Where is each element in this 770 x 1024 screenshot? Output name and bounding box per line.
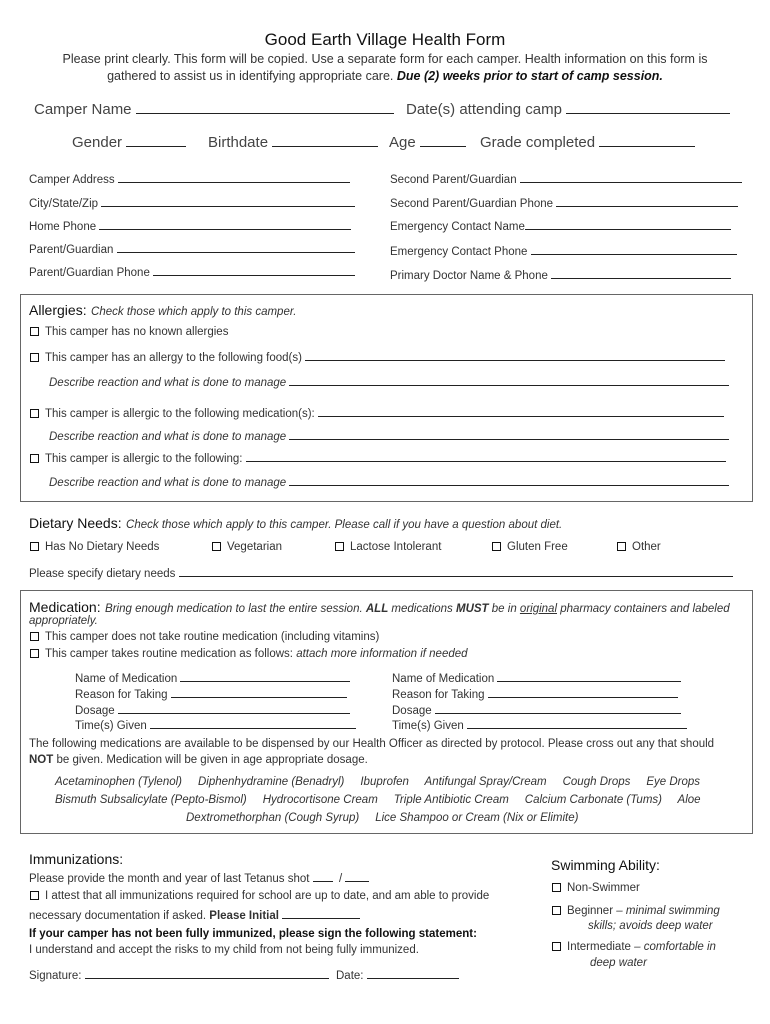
emergency-contact-name-field[interactable]	[390, 217, 731, 233]
tetanus-label: Please provide the month and year of last Tetanus shot	[29, 873, 310, 885]
otc-med[interactable]: Dextromethorphan (Cough Syrup)	[186, 812, 360, 824]
otc-row-1	[55, 776, 700, 788]
medication-hint-cont: appropriately.	[29, 615, 98, 627]
otc-med[interactable]: Eye Drops	[646, 776, 701, 788]
routine-medication-label: This camper takes routine medication as follows:	[45, 648, 297, 660]
due-notice: Due (2) weeks prior to start of camp session.	[396, 69, 663, 83]
birthdate-label: Birthdate	[208, 134, 269, 151]
gluten-free-option[interactable]	[492, 541, 568, 553]
intermediate-desc-cont: deep water	[590, 957, 647, 969]
attest-label: I attest that all immunizations required for school are up to date, and am able to provide	[45, 890, 490, 902]
not-immunized-notice: If your camper has not been fully immunized, please sign the following statement:	[29, 928, 477, 940]
med-dosage-field-2[interactable]	[392, 701, 681, 717]
med-name-field-1[interactable]	[75, 669, 350, 685]
otc-med[interactable]: Aloe	[677, 794, 701, 806]
not-emphasis: NOT	[29, 754, 54, 766]
food-allergy-option[interactable]	[30, 348, 725, 364]
med-name-label: Name of Medication	[392, 673, 495, 685]
otc-med[interactable]: Cough Drops	[562, 776, 631, 788]
camper-address-field[interactable]	[29, 170, 350, 186]
signature-label: Signature:	[29, 970, 82, 982]
no-known-allergies-label: This camper has no known allergies	[45, 326, 229, 338]
checkbox-icon[interactable]	[552, 942, 561, 951]
medication-allergy-label: This camper is allergic to the following medication(s):	[45, 408, 315, 420]
parent-guardian-phone-label: Parent/Guardian Phone	[29, 267, 150, 279]
medication-header	[29, 599, 730, 617]
otc-med[interactable]: Hydrocortisone Cream	[262, 794, 378, 806]
no-dietary-needs-label: Has No Dietary Needs	[45, 541, 160, 553]
instructions-text: gathered to assist us in identifying appropriate care.	[107, 69, 397, 83]
checkbox-icon[interactable]	[30, 409, 39, 418]
otc-med[interactable]: Triple Antibiotic Cream	[393, 794, 509, 806]
food-reaction-field[interactable]	[49, 373, 729, 389]
home-phone-field[interactable]	[29, 217, 351, 233]
protocol-line1: The following medications are available to be dispensed by our Health Officer as directed by protocol. Please cross out any that should	[29, 738, 715, 750]
dietary-hint: Check those which apply to this camper. Please call if you have a question about diet.	[126, 519, 563, 531]
other-allergy-label: This camper is allergic to the following:	[45, 453, 243, 465]
parent-guardian-label: Parent/Guardian	[29, 244, 114, 256]
routine-medication-hint: attach more information if needed	[296, 648, 468, 660]
checkbox-icon[interactable]	[30, 542, 39, 551]
no-known-allergies-option[interactable]	[30, 326, 228, 338]
allergies-heading: Allergies:	[29, 302, 87, 318]
initial-field[interactable]	[282, 906, 360, 919]
med-time-label: Time(s) Given	[75, 720, 147, 732]
checkbox-icon[interactable]	[335, 542, 344, 551]
emergency-contact-name-label: Emergency Contact Name	[390, 221, 525, 233]
camper-name-label: Camper Name	[34, 101, 132, 118]
otc-med[interactable]: Ibuprofen	[360, 776, 409, 788]
non-swimmer-option[interactable]	[552, 882, 640, 894]
intermediate-desc: – comfortable in	[630, 941, 716, 953]
med-time-label: Time(s) Given	[392, 720, 464, 732]
no-routine-medication-option[interactable]	[30, 631, 379, 643]
otc-med[interactable]: Lice Shampoo or Cream (Nix or Elimite)	[375, 812, 579, 824]
medication-allergy-option[interactable]	[30, 404, 724, 420]
routine-medication-option[interactable]	[30, 648, 468, 660]
beginner-option[interactable]	[552, 905, 720, 917]
checkbox-icon[interactable]	[30, 891, 39, 900]
checkbox-icon[interactable]	[30, 327, 39, 336]
primary-doctor-label: Primary Doctor Name & Phone	[390, 270, 548, 282]
dietary-specify-label: Please specify dietary needs	[29, 568, 176, 580]
med-reason-label: Reason for Taking	[75, 689, 168, 701]
grade-label: Grade completed	[480, 134, 596, 151]
primary-doctor-field[interactable]	[390, 266, 731, 282]
birthdate-field[interactable]	[208, 134, 378, 151]
protocol-text: be given. Medication will be given in age appropriate dosage.	[53, 754, 368, 766]
no-dietary-needs-option[interactable]	[30, 541, 159, 553]
accept-statement: I understand and accept the risks to my child from not being fully immunized.	[29, 944, 419, 956]
instructions-line2	[0, 69, 770, 83]
dietary-header	[29, 515, 562, 533]
med-time-field-1[interactable]	[75, 716, 356, 732]
signature-date-label: Date:	[336, 970, 364, 982]
otc-med[interactable]: Antifungal Spray/Cream	[424, 776, 547, 788]
dates-field[interactable]	[406, 101, 730, 118]
home-phone-label: Home Phone	[29, 221, 97, 233]
camper-address-label: Camper Address	[29, 174, 115, 186]
instructions-line1: Please print clearly. This form will be copied. Use a separate form for each camper. Health information on this form is	[62, 52, 708, 66]
dietary-heading: Dietary Needs:	[29, 515, 122, 531]
attest-line2	[29, 906, 360, 922]
med-reason-field-1[interactable]	[75, 685, 347, 701]
beginner-label: Beginner	[567, 905, 614, 917]
second-parent-label: Second Parent/Guardian	[390, 174, 517, 186]
lactose-intolerant-label: Lactose Intolerant	[350, 541, 442, 553]
checkbox-icon[interactable]	[492, 542, 501, 551]
gender-field[interactable]	[72, 134, 186, 151]
med-dosage-field-1[interactable]	[75, 701, 350, 717]
gluten-free-label: Gluten Free	[507, 541, 568, 553]
attest-option[interactable]	[30, 890, 489, 902]
med-dosage-label: Dosage	[392, 705, 432, 717]
med-time-field-2[interactable]	[392, 716, 687, 732]
other-allergy-option[interactable]	[30, 449, 726, 465]
other-reaction-label: Describe reaction and what is done to manage	[49, 477, 287, 489]
tetanus-field[interactable]: Please provide the month and year of last Tetanus shot /	[29, 869, 369, 885]
non-swimmer-label: Non-Swimmer	[567, 882, 640, 894]
food-allergy-label: This camper has an allergy to the following food(s)	[45, 352, 302, 364]
checkbox-icon[interactable]	[552, 883, 561, 892]
vegetarian-option[interactable]	[212, 541, 282, 553]
second-parent-phone-label: Second Parent/Guardian Phone	[390, 198, 554, 210]
other-reaction-field[interactable]	[49, 473, 729, 489]
beginner-desc: – minimal swimming	[613, 905, 720, 917]
allergies-header	[29, 302, 296, 320]
med-reason-label: Reason for Taking	[392, 689, 485, 701]
checkbox-icon[interactable]	[30, 632, 39, 641]
swimming-heading: Swimming Ability:	[551, 857, 660, 873]
intermediate-option[interactable]	[552, 941, 716, 953]
no-routine-medication-label: This camper does not take routine medication (including vitamins)	[45, 631, 380, 643]
signature-field[interactable]	[29, 966, 329, 982]
med-dosage-label: Dosage	[75, 705, 115, 717]
medication-reaction-field[interactable]	[49, 427, 729, 443]
signature-date-field[interactable]	[336, 966, 459, 982]
checkbox-icon[interactable]	[30, 649, 39, 658]
vegetarian-label: Vegetarian	[227, 541, 282, 553]
food-reaction-label: Describe reaction and what is done to manage	[49, 377, 287, 389]
intermediate-label: Intermediate	[567, 941, 631, 953]
attest-label-cont: necessary documentation if asked.	[29, 910, 210, 922]
beginner-desc-cont: skills; avoids deep water	[588, 920, 713, 932]
protocol-line2	[29, 754, 368, 766]
age-label: Age	[389, 134, 416, 151]
medication-hint: Bring enough medication to last the entire session. ALL medications MUST be in original pharmacy containers and labeled	[105, 603, 730, 615]
camper-name-field[interactable]	[34, 101, 394, 118]
checkbox-icon[interactable]	[212, 542, 221, 551]
checkbox-icon[interactable]	[617, 542, 626, 551]
otc-med[interactable]: Diphenhydramine (Benadryl)	[197, 776, 345, 788]
medication-reaction-label: Describe reaction and what is done to manage	[49, 431, 287, 443]
checkbox-icon[interactable]	[30, 454, 39, 463]
other-diet-label: Other	[632, 541, 661, 553]
lactose-intolerant-option[interactable]	[335, 541, 441, 553]
emergency-contact-phone-field[interactable]	[390, 242, 737, 258]
otc-row-3	[186, 812, 578, 824]
grade-field[interactable]	[480, 134, 695, 151]
age-field[interactable]	[389, 134, 466, 151]
second-parent-phone-field[interactable]	[390, 194, 738, 210]
medication-heading: Medication:	[29, 599, 101, 615]
immunizations-heading: Immunizations:	[29, 851, 124, 867]
emergency-contact-phone-label: Emergency Contact Phone	[390, 246, 528, 258]
dates-label: Date(s) attending camp	[406, 101, 562, 118]
parent-guardian-field[interactable]	[29, 240, 355, 256]
initial-label: Please Initial	[209, 910, 279, 922]
gender-label: Gender	[72, 134, 123, 151]
otc-med[interactable]: Bismuth Subsalicylate (Pepto-Bismol)	[55, 794, 247, 806]
dietary-specify-field[interactable]	[29, 564, 733, 580]
city-state-zip-label: City/State/Zip	[29, 198, 99, 210]
otc-med[interactable]: Calcium Carbonate (Tums)	[524, 794, 662, 806]
city-state-zip-field[interactable]	[29, 194, 355, 210]
second-parent-field[interactable]	[390, 170, 742, 186]
other-diet-option[interactable]	[617, 541, 661, 553]
med-name-field-2[interactable]	[392, 669, 681, 685]
otc-row-2	[55, 794, 701, 806]
med-reason-field-2[interactable]	[392, 685, 678, 701]
allergies-hint: Check those which apply to this camper.	[91, 306, 297, 318]
form-title: Good Earth Village Health Form	[264, 30, 506, 49]
checkbox-icon[interactable]	[30, 353, 39, 362]
checkbox-icon[interactable]	[552, 906, 561, 915]
otc-med[interactable]: Acetaminophen (Tylenol)	[55, 776, 182, 788]
parent-guardian-phone-field[interactable]	[29, 263, 355, 279]
med-name-label: Name of Medication	[75, 673, 178, 685]
